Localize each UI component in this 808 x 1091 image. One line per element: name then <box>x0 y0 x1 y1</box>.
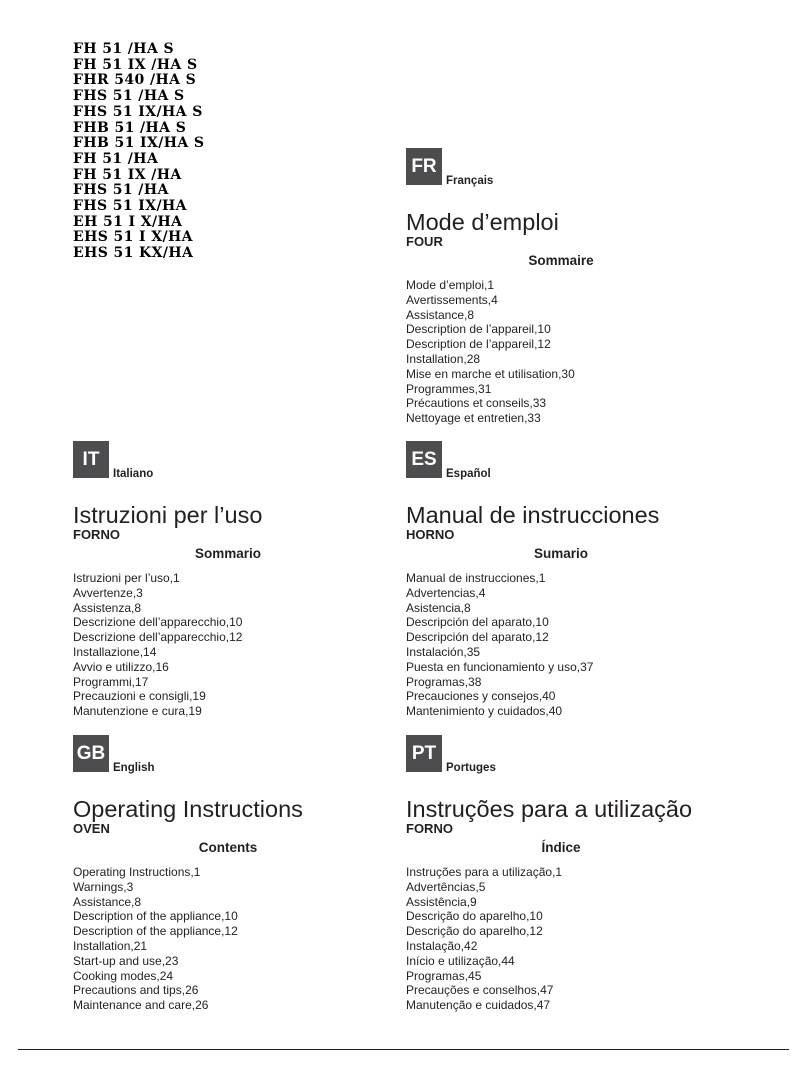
model-number: FHS 51 IX/HA <box>73 198 187 215</box>
language-name: Italiano <box>113 468 154 480</box>
section-portuguese <box>406 735 766 1013</box>
toc-entry: Operating Instructions,1 <box>73 865 201 879</box>
model-number: FH 51 IX /HA <box>73 166 182 183</box>
toc-entry: Descripción del aparato,12 <box>406 630 549 645</box>
model-number: FHR 540 /HA S <box>73 72 197 89</box>
language-name: Portuges <box>446 762 496 774</box>
model-number: FHS 51 /HA S <box>73 88 185 105</box>
toc-entry: Manual de instrucciones,1 <box>406 571 546 585</box>
toc-entry: Mise en marche et utilisation,30 <box>406 366 575 381</box>
model-number: EHS 51 I X/HA <box>73 229 193 246</box>
toc-entry: Installazione,14 <box>73 644 157 659</box>
toc-entry: Mode d’emploi,1 <box>406 278 495 292</box>
contents-heading: Sommaire <box>528 253 594 268</box>
model-number: FH 51 /HA <box>73 150 159 167</box>
toc-entry: Manutenção e cuidados,47 <box>406 998 551 1013</box>
appliance-subtitle: FORNO <box>73 527 120 542</box>
language-code-badge: PT <box>406 735 442 772</box>
language-header <box>406 735 766 772</box>
toc-entry: Descrição do aparelho,10 <box>406 909 543 924</box>
manual-title: Manual de instrucciones <box>406 502 660 528</box>
toc-entry: Assistance,8 <box>406 307 475 322</box>
manual-title: Mode d’emploi <box>406 209 559 235</box>
toc-entry: Maintenance and care,26 <box>73 998 209 1013</box>
language-code-badge: ES <box>406 441 442 478</box>
toc-entry: Description of the appliance,12 <box>73 924 238 939</box>
section-english <box>73 735 433 1013</box>
language-name: Español <box>446 468 491 480</box>
manual-title: Istruzioni per l’uso <box>73 502 263 528</box>
toc-entry: Nettoyage et entretien,33 <box>406 411 541 426</box>
model-number: EH 51 I X/HA <box>73 213 183 230</box>
language-header <box>73 441 433 478</box>
toc-entry: Précautions et conseils,33 <box>406 396 547 411</box>
model-number: FH 51 /HA S <box>73 41 174 57</box>
toc-entry: Instalação,42 <box>406 938 478 953</box>
section-italian <box>73 441 433 719</box>
language-name: Français <box>446 175 494 187</box>
toc-entry: Asistencia,8 <box>406 600 471 615</box>
toc-entry: Precauções e conselhos,47 <box>406 983 554 998</box>
toc-entry: Instalación,35 <box>406 644 481 659</box>
language-code-badge: IT <box>73 441 109 478</box>
table-of-contents <box>73 571 433 719</box>
manual-title: Instruções para a utilização <box>406 796 693 822</box>
language-name: English <box>113 762 155 774</box>
toc-entry: Avvertenze,3 <box>73 585 143 600</box>
model-number: FHS 51 IX/HA S <box>73 103 203 120</box>
table-of-contents <box>406 278 766 426</box>
toc-entry: Precauciones y consejos,40 <box>406 689 556 704</box>
toc-entry: Installation,28 <box>406 351 481 366</box>
section-french <box>406 148 766 426</box>
toc-entry: Instruções para a utilização,1 <box>406 865 563 879</box>
contents-heading: Sommario <box>194 546 262 561</box>
toc-entry: Manutenzione e cura,19 <box>73 704 202 719</box>
model-number: EHS 51 KX/HA <box>73 245 194 262</box>
toc-entry: Precautions and tips,26 <box>73 983 199 998</box>
manual-title: Operating Instructions <box>73 796 303 822</box>
language-code-badge: GB <box>73 735 109 772</box>
appliance-subtitle: FORNO <box>406 821 453 836</box>
toc-entry: Avertissements,4 <box>406 292 498 307</box>
appliance-subtitle: FOUR <box>406 234 443 249</box>
language-code-badge: FR <box>406 148 442 185</box>
toc-entry: Mantenimiento y cuidados,40 <box>406 704 563 719</box>
toc-entry: Start-up and use,23 <box>73 953 179 968</box>
toc-entry: Cooking modes,24 <box>73 968 174 983</box>
toc-entry: Description de l’appareil,12 <box>406 337 551 352</box>
footer-divider <box>18 1049 789 1050</box>
appliance-subtitle: HORNO <box>406 527 455 542</box>
contents-heading: Índice <box>541 840 581 855</box>
toc-entry: Assistência,9 <box>406 894 477 909</box>
toc-entry: Descrizione dell’apparecchio,10 <box>73 615 243 630</box>
toc-entry: Programmes,31 <box>406 381 492 396</box>
language-header <box>406 148 766 185</box>
toc-entry: Description of the appliance,10 <box>73 909 238 924</box>
appliance-subtitle: OVEN <box>73 821 110 836</box>
model-number: FH 51 IX /HA S <box>73 56 198 73</box>
toc-entry: Advertências,5 <box>406 879 486 894</box>
toc-entry: Assistance,8 <box>73 894 142 909</box>
contents-heading: Contents <box>198 840 258 855</box>
language-header <box>406 441 766 478</box>
toc-entry: Programas,38 <box>406 674 482 689</box>
toc-entry: Warnings,3 <box>73 879 134 894</box>
toc-entry: Início e utilização,44 <box>406 953 515 968</box>
toc-entry: Precauzioni e consigli,19 <box>73 689 206 704</box>
toc-entry: Assistenza,8 <box>73 600 142 615</box>
toc-entry: Programmi,17 <box>73 674 149 689</box>
toc-entry: Puesta en funcionamiento y uso,37 <box>406 659 594 674</box>
model-list <box>73 42 204 262</box>
toc-entry: Installation,21 <box>73 938 148 953</box>
toc-entry: Avvio e utilizzo,16 <box>73 659 169 674</box>
model-number: FHS 51 /HA <box>73 182 169 199</box>
model-number: FHB 51 /HA S <box>73 119 187 136</box>
toc-entry: Descrição do aparelho,12 <box>406 924 543 939</box>
toc-entry: Advertencias,4 <box>406 585 486 600</box>
toc-entry: Description de l’appareil,10 <box>406 322 551 337</box>
toc-entry: Programas,45 <box>406 968 482 983</box>
model-number: FHB 51 IX/HA S <box>73 135 205 152</box>
toc-entry: Istruzioni per l’uso,1 <box>73 571 180 585</box>
table-of-contents <box>406 865 766 1013</box>
table-of-contents <box>406 571 766 719</box>
section-spanish <box>406 441 766 719</box>
toc-entry: Descrizione dell’apparecchio,12 <box>73 630 243 645</box>
contents-heading: Sumario <box>533 546 588 561</box>
toc-entry: Descripción del aparato,10 <box>406 615 549 630</box>
table-of-contents <box>73 865 433 1013</box>
language-header <box>73 735 433 772</box>
